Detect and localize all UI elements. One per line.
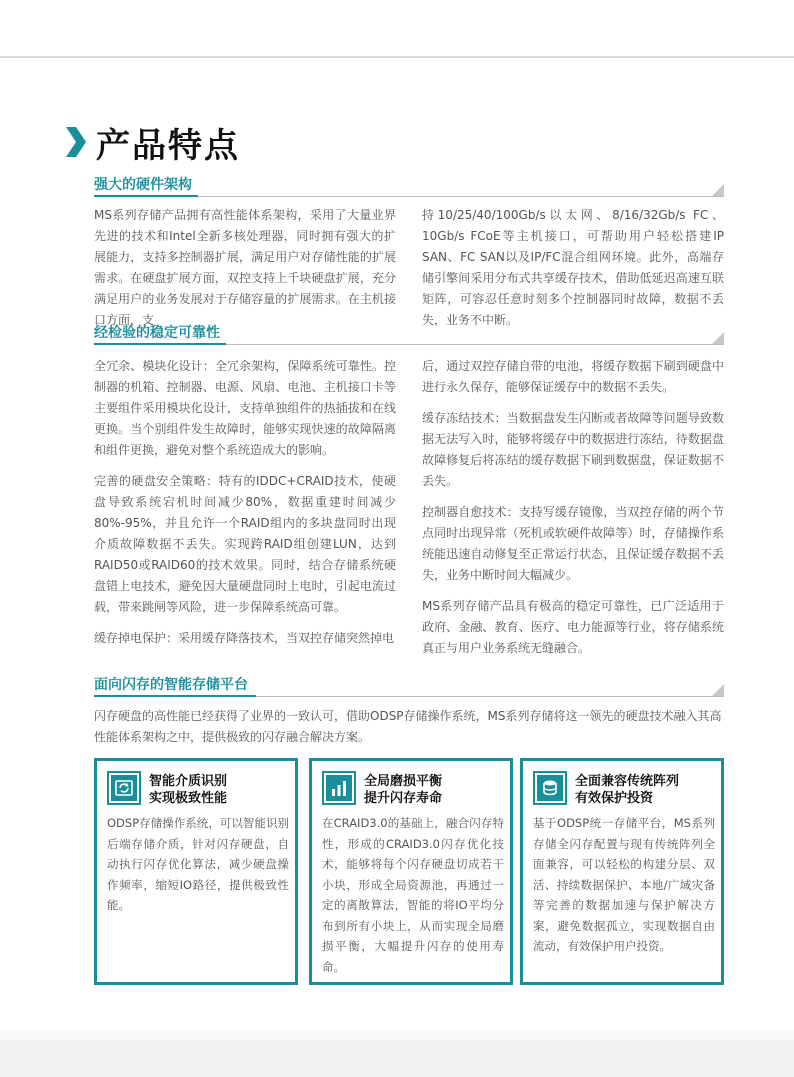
database-icon [540, 778, 560, 798]
feature-card-media-recognition [94, 758, 298, 985]
page-title-text: 产品特点 [96, 125, 240, 166]
paragraph: MS系列存储产品具有极高的稳定可靠性，已广泛适用于政府、金融、教育、医疗、电力能源等行业，将存储系统真正与用户业务系统无缝融合。 [422, 599, 724, 655]
footer-shade [0, 1030, 794, 1040]
paragraph: 持10/25/40/100Gb/s以太网、8/16/32Gb/s FC、10Gb/s FCoE等主机接口，可帮助用户轻松搭建IP SAN、FC SAN以及IP/FC混合组网环境。此外，高端存储引擎间采用分布式共享缓存技术，借助低延迟高速互联矩阵，可容忍任意时刻多个控制器同时故障，数据不丢失，业务不中断。 [422, 208, 724, 327]
section-heading-reliability [94, 324, 724, 346]
paragraph: 后，通过双控存储自带的电池，将缓存数据下刷到硬盘中进行永久保存，能够保证缓存中的数据不丢失。 [422, 359, 724, 394]
paragraph: 缓存冻结技术：当数据盘发生闪断或者故障等问题导致数据无法写入时，能够将缓存中的数据进行冻结，待数据盘故障修复后将冻结的缓存数据下刷到数据盘，保证数据不丢失。 [422, 411, 724, 488]
paragraph: 全冗余、模块化设计：全冗余架构，保障系统可靠性。控制器的机箱、控制器、电源、风扇、电池、主机接口卡等主要组件采用模块化设计，支持单独组件的热插拔和在线更换。当个别组件发生故障时，能够实现快速的故障隔离和组件更换，避免对整个系统造成大的影响。 [94, 359, 396, 457]
footer-band [0, 1030, 794, 1077]
section-hardware-left-column [94, 205, 396, 331]
card-title-line: 提升闪存寿命 [364, 791, 443, 806]
card-body: ODSP存储操作系统，可以智能识别后端存储介质，针对闪存硬盘，自动执行闪存优化算法，减少硬盘操作频率，缩短IO路径，提供极致性能。 [107, 816, 289, 912]
section-flash-intro: 闪存硬盘的高性能已经获得了业界的一致认可，借助ODSP存储操作系统，MS系列存储将这一领先的硬盘技术融入其高性能体系架构之中，提供极致的闪存融合解决方案。 [94, 709, 722, 744]
section-heading-label: 强大的硬件架构 [94, 177, 192, 193]
section-heading-label: 经检验的稳定可靠性 [94, 325, 220, 341]
paragraph: 完善的硬盘安全策略：特有的IDDC+CRAID技术，使硬盘导致系统宕机时间减少80%，数据重建时间减少80%-95%，并且允许一个RAID组内的多块盘同时出现介质故障数据不丢失。实现跨RAID组创建LUN，达到RAID50或RAID60的技术效果。同时，结合存储系统硬盘错上电技术，避免因大量硬盘同时上电时，引起电流过载，带来跳闸等风险，进一步保障系统高可靠。 [94, 474, 396, 614]
section-hardware-right-column [422, 205, 724, 331]
media-recognition-icon [107, 771, 141, 805]
card-title-line: 全面兼容传统阵列 [575, 774, 680, 789]
bar-chart-icon [329, 778, 349, 798]
section-heading-hardware [94, 176, 724, 198]
paragraph: 控制器自愈技术：支持写缓存镜像，当双控存储的两个节点同时出现异常（死机或软硬件故障等）时，存储操作系统能迅速自动修复至正常运行状态，且保证缓存数据不丢失，业务中断时间大幅减少。 [422, 505, 724, 582]
section-corner-mark [712, 184, 724, 196]
section-corner-mark [712, 684, 724, 696]
section-corner-mark [712, 332, 724, 344]
card-title-line: 有效保护投资 [575, 791, 654, 806]
paragraph: MS系列存储产品拥有高性能体系架构，采用了大量业界先进的技术和Intel全新多核处理器，同时拥有强大的扩展能力，支持多控制器扩展，满足用户对存储性能的扩展需求。在硬盘扩展方面，双控支持上千块硬盘扩展，充分满足用户的业务发展对于存储容量的扩展需求。在主机接口方面，支 [94, 208, 396, 327]
page-title [64, 120, 240, 164]
section-reliability-right-column [422, 356, 724, 659]
section-heading-flash [94, 676, 724, 698]
section-underline-accent [94, 695, 256, 697]
section-underline-accent [94, 195, 198, 197]
section-underline-accent [94, 343, 226, 345]
card-title [149, 773, 294, 807]
feature-card-wear-leveling [309, 758, 513, 985]
card-title-line: 全局磨损平衡 [364, 774, 443, 789]
card-title-line: 智能介质识别 [149, 774, 228, 789]
card-title-line: 实现极致性能 [149, 791, 228, 806]
card-body: 基于ODSP统一存储平台，MS系列存储全闪存配置与现有传统阵列全面兼容，可以轻松的构建分层、双活、持续数据保护、本地/广域灾备等完善的数据加速与保护解决方案，避免数据孤立，实现数据自由流动，有效保护用户投资。 [533, 816, 715, 953]
chevron-right-icon [64, 125, 88, 159]
wear-leveling-icon [322, 771, 356, 805]
refresh-icon [114, 778, 134, 798]
array-compatible-icon [533, 771, 567, 805]
card-body: 在CRAID3.0的基础上，融合闪存特性，形成的CRAID3.0闪存优化技术，能够将每个闪存硬盘切成若干小块，形成全局资源池，再通过一定的离散算法，智能的将IO平均分布到所有小块上，从而实现全局磨损平衡，大幅提升闪存的使用寿命。 [322, 816, 504, 974]
section-reliability-left-column [94, 356, 396, 649]
feature-card-array-compatible [520, 758, 724, 985]
top-divider [0, 56, 794, 58]
card-title [364, 773, 509, 807]
paragraph: 缓存掉电保护：采用缓存降落技术，当双控存储突然掉电 [94, 631, 395, 645]
section-heading-label: 面向闪存的智能存储平台 [94, 677, 248, 693]
card-title [575, 773, 720, 807]
